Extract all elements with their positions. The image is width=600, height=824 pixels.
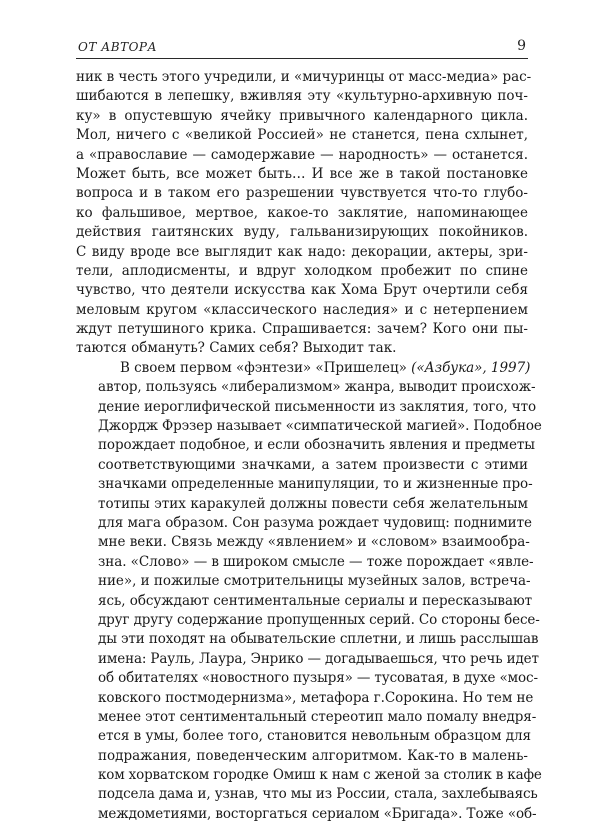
- text-line: ко фальшивое, мертвое, какое-то заклятие, напоминающее: [76, 204, 528, 221]
- text-line: мне веки. Связь между «явлением» и «словом» взаимообра-: [98, 534, 530, 551]
- text-line: значками определенные манипуляции, то и жизненные про-: [98, 476, 533, 493]
- text-line: для мага образом. Сон разума рождает чудовищ: поднимите: [98, 514, 532, 531]
- text-line: вопроса и в таком его разрешении чувствуется что-то глубо-: [76, 185, 528, 202]
- text-line: ковского постмодернизма», метафора г.Сорокина. Но тем не: [98, 689, 534, 706]
- text-line: автор, пользуясь «либерализмом» жанра, выводит происхож-: [98, 379, 536, 396]
- text-line: тели, аплодисменты, и вдруг холодком пробежит по спине: [76, 262, 528, 279]
- body-text: [76, 68, 542, 824]
- text-line: об обитателях «новостного пузыря» — тусоватая, в духе «мос-: [98, 670, 538, 687]
- text-line: имена: Рауль, Лаура, Энрико — догадываешься, что речь идет: [98, 650, 539, 667]
- text-line: таются обмануть? Самих себя? Выходит так.: [76, 340, 397, 357]
- text-line: ждут петушиного крика. Спрашивается: зачем? Кого они пы-: [76, 321, 528, 338]
- text-line: шибаются в лепешку, вживляя эту «культурно-архивную поч-: [76, 88, 528, 105]
- text-line: менее этот сентиментальный стереотип мало помалу внедря-: [98, 708, 537, 725]
- text-line: подсела дама и, узнав, что мы из России, стала, захлебываясь: [98, 786, 538, 803]
- text-line: тотипы этих каракулей должны повести себя желательным: [98, 495, 528, 512]
- text-line: друг другу содержание пропущенных серий. Со стороны бесе-: [98, 611, 540, 628]
- page-number: 9: [517, 38, 526, 54]
- chapter-title: ОТ АВТОРА: [78, 40, 158, 54]
- text-line: Мол, ничего с «великой Россией» не станется, пена схлынет,: [76, 127, 528, 144]
- text-line: порождает подобное, и если обозначить явления и предметы: [98, 437, 535, 454]
- text-line: зна. «Слово» — в широком смысле — тоже порождает «явле-: [98, 553, 534, 570]
- text-line: соответствующими значками, а затем произвести с этими: [98, 456, 528, 473]
- text-line: ется в умы, более того, становится невольным образцом для: [98, 728, 531, 745]
- text-line: междометиями, восторгаться сериалом «Бригада». Тоже «об-: [98, 805, 537, 822]
- text-line: ды эти походят на обывательские сплетни, и лишь расслышав: [98, 631, 539, 648]
- text-line: ние», и пожилые смотрительницы музейных залов, встреча-: [98, 573, 531, 590]
- text-line: Может быть, все может быть… И все же в такой постановке: [76, 165, 528, 182]
- text-line: а «православие — самодержавие — народность» — останется.: [76, 146, 528, 163]
- text-line: меловым кругом «классического наследия» и с нетерпением: [76, 301, 528, 318]
- text-line: ком хорватском городке Омиш к нам с женой за столик в кафе: [98, 767, 542, 784]
- text-line: ник в честь этого учредили, и «мичуринцы от масс-медиа» рас-: [76, 69, 532, 85]
- text-line: действия гаитянских вуду, гальванизирующих покойников.: [76, 224, 528, 241]
- running-header: [76, 36, 528, 59]
- text-line: ку» в опустевшую ячейку привычного календарного цикла.: [76, 107, 528, 124]
- text-line: С виду вроде все выглядит как надо: декорации, актеры, зри-: [76, 243, 528, 260]
- paragraph: [76, 359, 542, 824]
- paragraph: [76, 68, 532, 359]
- text-line: Джордж Фрэзер называет «симпатической магией». Подобное: [98, 418, 542, 435]
- text-line: дение иероглифической письменности из заклятия, того, что: [98, 398, 537, 415]
- text-line: подражания, поведенческим алгоритмом. Как-то в малень-: [98, 747, 528, 764]
- text-line: В своем первом «фэнтези» «Пришелец» («Азбука», 1997): [120, 359, 531, 376]
- text-line: чувство, что деятели искусства как Хома Брут очертили себя: [76, 282, 528, 299]
- text-line: ясь, обсуждают сентиментальные сериалы и пересказывают: [98, 592, 533, 609]
